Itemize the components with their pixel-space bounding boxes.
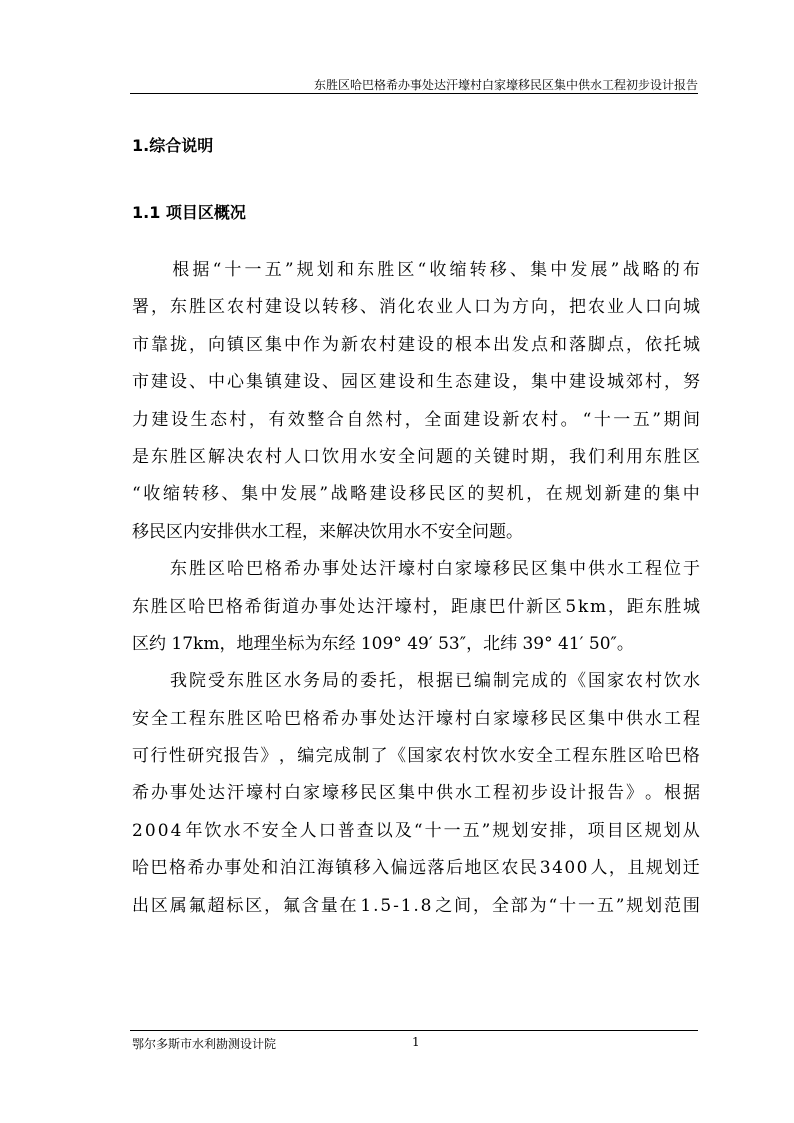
paragraph-line: 东 胜 区 哈 巴 格 希 办 事 处 达 汗 壕 村 白 家 壕 移 民 区 集 中 供 水 工 程 位 于 bbox=[170, 559, 700, 580]
section-heading: 1.综合说明 bbox=[132, 136, 214, 155]
paragraph-line: 市 靠 拢 ， 向 镇 区 集 中 作 为 新 农 村 建 设 的 根 本 出 发 点 和 落 脚 点 ， 依 托 城 bbox=[132, 334, 700, 355]
footer-organization: 鄂尔多斯市水利勘测设计院 bbox=[132, 1037, 277, 1051]
paragraph-line: 2 0 0 4 年 饮 水 不 安 全 人 口 普 查 以 及 “ 十 一 五 ” 规 划 安 排 ， 项 目 区 规 划 从 bbox=[132, 820, 700, 841]
paragraph-line: “ 收 缩 转 移 、 集 中 发 展 ” 战 略 建 设 移 民 区 的 契 机 ， 在 规 划 新 建 的 集 中 bbox=[132, 484, 700, 505]
paragraph-line: 是 东 胜 区 解 决 农 村 人 口 饮 用 水 安 全 问 题 的 关 键 时 期 ， 我 们 利 用 东 胜 区 bbox=[132, 446, 700, 467]
paragraph-line: 根 据 “ 十 一 五 ” 规 划 和 东 胜 区 “ 收 缩 转 移 、 集 中 发 展 ” 战 略 的 布 bbox=[172, 260, 700, 280]
paragraph-line: 希 办 事 处 达 汗 壕 村 白 家 壕 移 民 区 集 中 供 水 工 程 初 步 设 计 报 告 》 。 根 据 bbox=[132, 783, 700, 804]
paragraph-line: 署 ， 东 胜 区 农 村 建 设 以 转 移 、 消 化 农 业 人 口 为 方 向 ， 把 农 业 人 口 向 城 bbox=[132, 297, 700, 318]
paragraph-line: 可 行 性 研 究 报 告 》 ， 编 完 成 制 了 《 国 家 农 村 饮 水 安 全 工 程 东 胜 区 哈 巴 格 bbox=[132, 746, 700, 767]
header-divider bbox=[130, 93, 698, 94]
page-number: 1 bbox=[412, 1035, 420, 1049]
paragraph-line: 力 建 设 生 态 村 ， 有 效 整 合 自 然 村 ， 全 面 建 设 新 农 村 。 “ 十 一 五 ” 期 间 bbox=[132, 409, 700, 430]
paragraph-line: 移民区内安排供水工程，来解决饮用水不安全问题。 bbox=[132, 521, 523, 542]
paragraph-line: 出 区 属 氟 超 标 区 ， 氟 含 量 在 1 . 5 - 1 . 8 之 间 ， 全 部 为 “ 十 一 五 ” 规 划 范 围 bbox=[132, 895, 700, 916]
running-header: 东胜区哈巴格希办事处达汗壕村白家壕移民区集中供水工程初步设计报告 bbox=[313, 78, 698, 92]
paragraph-line: 市 建 设 、 中 心 集 镇 建 设 、 园 区 建 设 和 生 态 建 设 ， 集 中 建 设 城 郊 村 ， 努 bbox=[132, 372, 700, 393]
footer-divider bbox=[130, 1030, 698, 1031]
subsection-heading: 1.1 项目区概况 bbox=[132, 203, 246, 222]
paragraph-line: 东 胜 区 哈 巴 格 希 街 道 办 事 处 达 汗 壕 村 ， 距 康 巴 什 新 区 5 k m ， 距 东 胜 城 bbox=[132, 596, 700, 617]
body-text bbox=[132, 252, 700, 925]
paragraph-line: 哈 巴 格 希 办 事 处 和 泊 江 海 镇 移 入 偏 远 落 后 地 区 农 民 3 4 0 0 人 ， 且 规 划 迁 bbox=[132, 858, 700, 879]
paragraph-line: 安 全 工 程 东 胜 区 哈 巴 格 希 办 事 处 达 汗 壕 村 白 家 壕 移 民 区 集 中 供 水 工 程 bbox=[132, 708, 700, 729]
paragraph-line: 我 院 受 东 胜 区 水 务 局 的 委 托 ， 根 据 已 编 制 完 成 的 《 国 家 农 村 饮 水 bbox=[170, 671, 700, 692]
paragraph-line: 区约 17km，地理坐标为东经 109° 49′ 53″，北纬 39° 41′ 50″。 bbox=[132, 633, 634, 654]
